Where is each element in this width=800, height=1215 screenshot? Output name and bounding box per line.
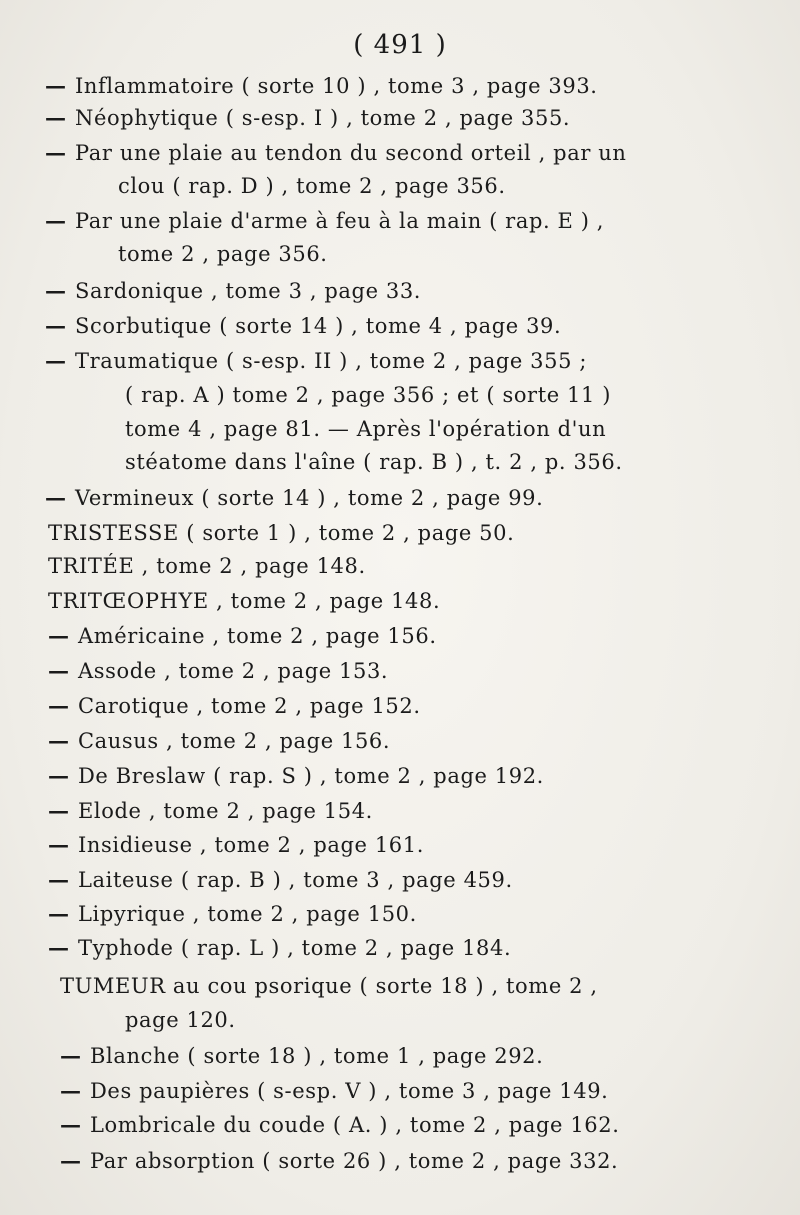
index-entry	[45, 483, 543, 513]
entry-text: page 120.	[125, 1008, 236, 1032]
entry-text: De Breslaw ( rap. S ) , tome 2 , page 192.	[78, 764, 544, 788]
index-entry	[45, 71, 598, 101]
index-entry	[125, 447, 623, 477]
entry-text: Vermineux ( sorte 14 ) , tome 2 , page 99.	[75, 486, 544, 510]
entry-dash: —	[48, 901, 70, 926]
index-entry	[125, 1005, 236, 1035]
entry-text: ( rap. A ) tome 2 , page 356 ; et ( sorte 11 )	[125, 383, 612, 407]
entry-text: Elode , tome 2 , page 154.	[78, 799, 373, 823]
index-entry	[48, 551, 366, 581]
entry-dash: —	[45, 485, 67, 510]
entry-text: TRITŒOPHYE , tome 2 , page 148.	[48, 589, 441, 613]
index-entry	[45, 206, 604, 236]
index-entry	[118, 171, 506, 201]
entry-text: stéatome dans l'aîne ( rap. B ) , t. 2 , p. 356.	[125, 450, 623, 474]
entry-dash: —	[45, 278, 67, 303]
entry-text: tome 4 , page 81. — Après l'opération d'un	[125, 417, 607, 441]
index-entry	[48, 830, 424, 860]
index-entry	[45, 311, 561, 341]
index-entry	[48, 656, 388, 686]
entry-text: Lipyrique , tome 2 , page 150.	[78, 902, 417, 926]
entry-text: Par une plaie au tendon du second orteil , par un	[75, 141, 627, 165]
entry-dash: —	[60, 1112, 82, 1137]
entry-text: Par une plaie d'arme à feu à la main ( rap. E ) ,	[75, 209, 605, 233]
index-entry	[48, 796, 373, 826]
entry-text: Insidieuse , tome 2 , page 161.	[78, 833, 425, 857]
index-entry	[125, 414, 606, 444]
entry-text: Des paupières ( s-esp. V ) , tome 3 , page 149.	[90, 1079, 609, 1103]
entry-text: Néophytique ( s-esp. I ) , tome 2 , page 355.	[75, 106, 571, 130]
entry-dash: —	[48, 935, 70, 960]
entry-text: TRITÉE , tome 2 , page 148.	[48, 554, 366, 578]
entry-text: Carotique , tome 2 , page 152.	[78, 694, 421, 718]
index-entry	[45, 276, 421, 306]
entry-dash: —	[48, 623, 70, 648]
entry-dash: —	[48, 867, 70, 892]
entry-dash: —	[60, 1078, 82, 1103]
index-entry	[60, 1110, 619, 1140]
index-entry	[48, 761, 544, 791]
index-entry	[48, 586, 440, 616]
entry-text: Assode , tome 2 , page 153.	[78, 659, 389, 683]
entry-text: Inflammatoire ( sorte 10 ) , tome 3 , page 393.	[75, 74, 598, 98]
entry-text: Sardonique , tome 3 , page 33.	[75, 279, 422, 303]
entry-text: Lombricale du coude ( A. ) , tome 2 , page 162.	[90, 1113, 620, 1137]
index-entry	[60, 1146, 618, 1176]
index-entry	[48, 621, 437, 651]
entry-text: Américaine , tome 2 , page 156.	[78, 624, 437, 648]
entry-text: Traumatique ( s-esp. II ) , tome 2 , page 355 ;	[75, 349, 587, 373]
entry-dash: —	[48, 693, 70, 718]
index-entry	[118, 239, 328, 269]
entry-dash: —	[60, 1148, 82, 1173]
index-entry	[48, 726, 390, 756]
entry-dash: —	[48, 832, 70, 857]
entry-text: Blanche ( sorte 18 ) , tome 1 , page 292.	[90, 1044, 544, 1068]
entry-dash: —	[45, 313, 67, 338]
entry-dash: —	[48, 728, 70, 753]
index-entry	[45, 138, 627, 168]
index-entry	[48, 933, 511, 963]
entry-dash: —	[45, 73, 67, 98]
entry-dash: —	[60, 1043, 82, 1068]
index-entry	[48, 899, 417, 929]
entry-dash: —	[45, 140, 67, 165]
index-entry	[48, 691, 421, 721]
index-entry	[60, 971, 598, 1001]
entry-dash: —	[45, 348, 67, 373]
index-entry	[45, 346, 587, 376]
entry-text: Laiteuse ( rap. B ) , tome 3 , page 459.	[78, 868, 513, 892]
index-entry	[48, 518, 514, 548]
index-entry	[60, 1076, 608, 1106]
entry-text: TRISTESSE ( sorte 1 ) , tome 2 , page 50.	[48, 521, 515, 545]
entry-text: Scorbutique ( sorte 14 ) , tome 4 , page 39.	[75, 314, 562, 338]
index-entry	[48, 865, 513, 895]
entry-text: Typhode ( rap. L ) , tome 2 , page 184.	[78, 936, 512, 960]
entry-text: clou ( rap. D ) , tome 2 , page 356.	[118, 174, 506, 198]
entry-text: Causus , tome 2 , page 156.	[78, 729, 391, 753]
entry-dash: —	[45, 105, 67, 130]
index-entry	[45, 103, 570, 133]
entry-text: tome 2 , page 356.	[118, 242, 328, 266]
entry-dash: —	[48, 763, 70, 788]
entry-dash: —	[45, 208, 67, 233]
index-entry	[60, 1041, 543, 1071]
page-number: ( 491 )	[353, 30, 447, 60]
entry-text: Par absorption ( sorte 26 ) , tome 2 , page 332.	[90, 1149, 619, 1173]
entry-dash: —	[48, 658, 70, 683]
entry-dash: —	[48, 798, 70, 823]
index-entry	[125, 380, 611, 410]
entry-text: TUMEUR au cou psorique ( sorte 18 ) , tome 2 ,	[60, 974, 598, 998]
